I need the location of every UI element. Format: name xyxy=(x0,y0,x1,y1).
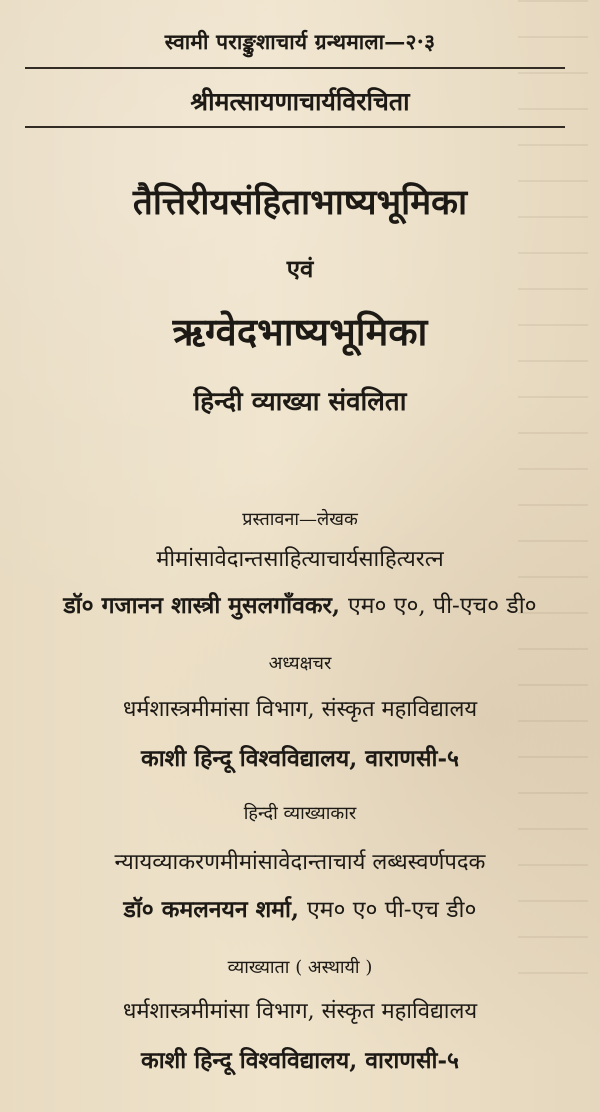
second-author-position: व्याख्याता ( अस्थायी ) xyxy=(227,957,373,978)
subtitle: हिन्दी व्याख्या संवलिता xyxy=(193,387,407,417)
first-author-position: अध्यक्षचर xyxy=(268,653,332,674)
first-author-degrees: एम० ए०, पी-एच० डी० xyxy=(347,593,537,619)
second-author-department: धर्मशास्त्रमीमांसा विभाग, संस्कृत महाविद्यालय xyxy=(122,999,478,1024)
second-author-degrees: एम० ए० पी-एच डी० xyxy=(307,897,477,923)
first-author-name: डॉ० गजानन शास्त्री मुसलगाँवकर, xyxy=(63,592,340,619)
second-author-line xyxy=(0,892,600,924)
composed-by-line: श्रीमत्सायणाचार्यविरचिता xyxy=(190,87,410,116)
second-author-affiliation: काशी हिन्दू विश्वविद्यालय, वाराणसी-५ xyxy=(141,1047,459,1074)
first-author-titles: मीमांसावेदान्तसाहित्याचार्यसाहित्यरत्न xyxy=(156,547,444,572)
main-title: तैत्तिरीयसंहिताभाष्यभूमिका xyxy=(132,182,468,223)
second-author-name: डॉ० कमलनयन शर्मा, xyxy=(123,896,300,923)
top-rule xyxy=(25,67,565,69)
second-title: ऋग्वेदभाष्यभूमिका xyxy=(172,309,428,354)
bottom-rule xyxy=(25,126,565,128)
connector-word: एवं xyxy=(286,254,314,283)
series-title: स्वामी पराङ्कुशाचार्य ग्रन्थमाला—२·३ xyxy=(164,29,436,54)
first-author-line xyxy=(0,588,600,620)
first-author-affiliation: काशी हिन्दू विश्वविद्यालय, वाराणसी-५ xyxy=(141,745,459,772)
first-author-department: धर्मशास्त्रमीमांसा विभाग, संस्कृत महाविद्यालय xyxy=(122,697,478,722)
translator-label: हिन्दी व्याख्याकार xyxy=(243,803,357,824)
foreword-label: प्रस्तावना—लेखक xyxy=(242,509,358,530)
second-author-titles: न्यायव्याकरणमीमांसावेदान्ताचार्य लब्धस्वर्णपदक xyxy=(114,850,486,875)
